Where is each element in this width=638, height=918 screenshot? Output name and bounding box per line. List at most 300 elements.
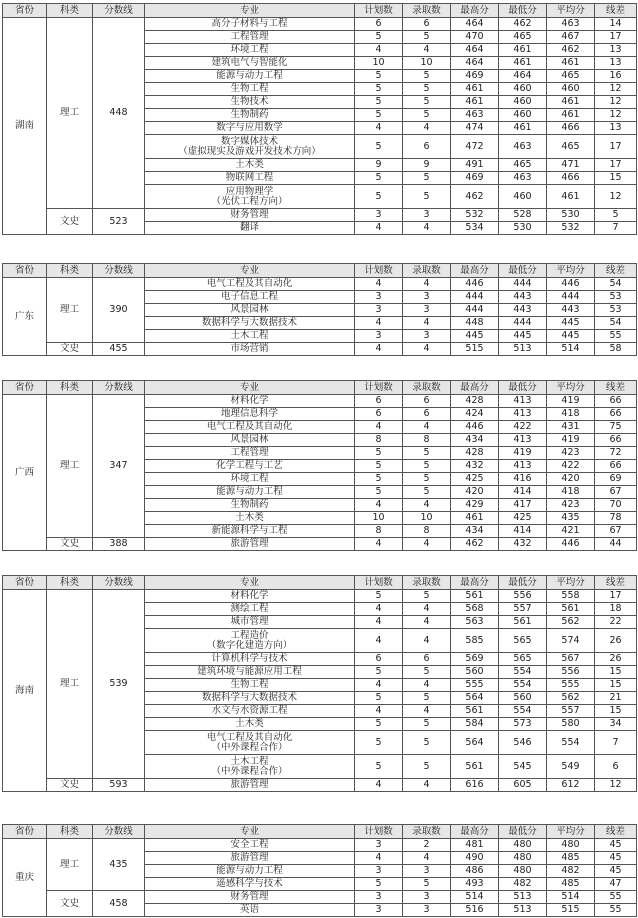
max-score-cell: 461 [451,83,499,96]
avg-score-cell: 418 [547,486,595,499]
column-header: 分数线 [93,4,145,18]
plan-count-cell: 5 [355,185,403,209]
category-cell: 理工 [47,18,93,209]
max-score-cell: 532 [451,209,499,222]
avg-score-cell: 471 [547,159,595,172]
major-cell: 城市管理 [145,616,355,629]
major-cell: 计算机科学与技术 [145,653,355,666]
min-score-cell: 445 [499,330,547,343]
column-header: 最低分 [499,264,547,278]
plan-count-cell: 5 [355,878,403,891]
score-diff-cell: 26 [595,629,637,653]
plan-count-cell: 6 [355,653,403,666]
max-score-cell: 534 [451,222,499,235]
major-cell: 工程管理 [145,447,355,460]
score-diff-cell: 55 [595,891,637,904]
major-cell: 电子信息工程 [145,291,355,304]
cutoff-cell: 539 [93,590,145,779]
province-table [2,824,637,917]
major-cell: 生物技术 [145,96,355,109]
max-score-cell: 474 [451,122,499,135]
column-header: 科类 [47,825,93,839]
avg-score-cell: 421 [547,525,595,538]
admitted-count-cell: 5 [403,666,451,679]
max-score-cell: 444 [451,304,499,317]
min-score-cell: 554 [499,705,547,718]
max-score-cell: 516 [451,904,499,917]
admitted-count-cell: 4 [403,343,451,356]
min-score-cell: 480 [499,852,547,865]
column-header: 科类 [47,264,93,278]
column-header: 线差 [595,4,637,18]
score-diff-cell: 15 [595,705,637,718]
column-header: 最高分 [451,4,499,18]
max-score-cell: 461 [451,512,499,525]
admitted-count-cell: 5 [403,185,451,209]
plan-count-cell: 9 [355,159,403,172]
min-score-cell: 605 [499,779,547,792]
major-cell: 旅游管理 [145,779,355,792]
min-score-cell: 443 [499,304,547,317]
column-header: 省份 [3,825,47,839]
admitted-count-cell: 5 [403,486,451,499]
plan-count-cell: 5 [355,31,403,44]
province-table [2,3,637,235]
province-cell: 广东 [3,278,47,356]
table-row [3,590,637,603]
category-cell: 理工 [47,590,93,779]
admitted-count-cell: 4 [403,317,451,330]
score-diff-cell: 18 [595,603,637,616]
avg-score-cell: 612 [547,779,595,792]
max-score-cell: 420 [451,486,499,499]
score-diff-cell: 15 [595,172,637,185]
avg-score-cell: 554 [547,731,595,755]
category-cell: 理工 [47,278,93,343]
category-cell: 文史 [47,891,93,917]
score-diff-cell: 78 [595,512,637,525]
cutoff-cell: 455 [93,343,145,356]
score-diff-cell: 15 [595,666,637,679]
max-score-cell: 448 [451,317,499,330]
avg-score-cell: 444 [547,291,595,304]
max-score-cell: 555 [451,679,499,692]
major-cell: 风景园林 [145,434,355,447]
avg-score-cell: 549 [547,755,595,779]
max-score-cell: 463 [451,109,499,122]
major-cell: 环境工程 [145,44,355,57]
max-score-cell: 428 [451,395,499,408]
plan-count-cell: 5 [355,731,403,755]
major-cell: 工程造价 （数字化建造方向） [145,629,355,653]
major-cell: 数据科学与大数据技术 [145,317,355,330]
score-diff-cell: 17 [595,31,637,44]
column-header: 分数线 [93,264,145,278]
max-score-cell: 569 [451,653,499,666]
admitted-count-cell: 4 [403,629,451,653]
min-score-cell: 530 [499,222,547,235]
plan-count-cell: 8 [355,434,403,447]
plan-count-cell: 4 [355,679,403,692]
score-diff-cell: 21 [595,692,637,705]
score-diff-cell: 66 [595,434,637,447]
min-score-cell: 414 [499,486,547,499]
avg-score-cell: 461 [547,109,595,122]
score-diff-cell: 67 [595,486,637,499]
avg-score-cell: 419 [547,395,595,408]
score-diff-cell: 67 [595,525,637,538]
plan-count-cell: 6 [355,395,403,408]
plan-count-cell: 4 [355,317,403,330]
avg-score-cell: 431 [547,421,595,434]
plan-count-cell: 5 [355,96,403,109]
column-header: 最高分 [451,576,499,590]
max-score-cell: 486 [451,865,499,878]
column-header: 计划数 [355,576,403,590]
max-score-cell: 461 [451,96,499,109]
column-header: 专业 [145,825,355,839]
max-score-cell: 425 [451,473,499,486]
admitted-count-cell: 5 [403,731,451,755]
plan-count-cell: 4 [355,122,403,135]
admitted-count-cell: 4 [403,852,451,865]
column-header: 最低分 [499,381,547,395]
max-score-cell: 560 [451,666,499,679]
column-header: 最高分 [451,381,499,395]
max-score-cell: 428 [451,447,499,460]
max-score-cell: 515 [451,343,499,356]
admitted-count-cell: 4 [403,499,451,512]
column-header: 平均分 [547,576,595,590]
score-diff-cell: 66 [595,395,637,408]
column-header: 录取数 [403,381,451,395]
max-score-cell: 514 [451,891,499,904]
cutoff-cell: 435 [93,839,145,891]
plan-count-cell: 4 [355,343,403,356]
score-diff-cell: 17 [595,159,637,172]
max-score-cell: 434 [451,434,499,447]
plan-count-cell: 6 [355,408,403,421]
min-score-cell: 528 [499,209,547,222]
column-header: 计划数 [355,381,403,395]
admitted-count-cell: 9 [403,159,451,172]
admitted-count-cell: 4 [403,122,451,135]
min-score-cell: 565 [499,653,547,666]
major-cell: 高分子材料与工程 [145,18,355,31]
score-diff-cell: 53 [595,304,637,317]
avg-score-cell: 461 [547,57,595,70]
score-diff-cell: 34 [595,718,637,731]
score-diff-cell: 45 [595,839,637,852]
score-diff-cell: 12 [595,185,637,209]
table-row [3,278,637,291]
admitted-count-cell: 6 [403,395,451,408]
major-cell: 风景园林 [145,304,355,317]
province-cell: 湖南 [3,18,47,235]
admitted-count-cell: 5 [403,172,451,185]
column-header: 平均分 [547,4,595,18]
score-diff-cell: 54 [595,278,637,291]
avg-score-cell: 465 [547,135,595,159]
score-diff-cell: 6 [595,755,637,779]
plan-count-cell: 4 [355,44,403,57]
max-score-cell: 616 [451,779,499,792]
min-score-cell: 460 [499,109,547,122]
min-score-cell: 554 [499,679,547,692]
score-diff-cell: 13 [595,44,637,57]
column-header: 录取数 [403,4,451,18]
avg-score-cell: 446 [547,278,595,291]
max-score-cell: 469 [451,70,499,83]
avg-score-cell: 423 [547,499,595,512]
category-cell: 文史 [47,343,93,356]
admitted-count-cell: 4 [403,44,451,57]
max-score-cell: 462 [451,185,499,209]
max-score-cell: 446 [451,421,499,434]
major-cell: 数据科学与大数据技术 [145,692,355,705]
min-score-cell: 480 [499,839,547,852]
score-diff-cell: 17 [595,590,637,603]
score-diff-cell: 58 [595,343,637,356]
min-score-cell: 480 [499,865,547,878]
max-score-cell: 434 [451,525,499,538]
min-score-cell: 463 [499,135,547,159]
plan-count-cell: 4 [355,603,403,616]
major-cell: 土木类 [145,159,355,172]
avg-score-cell: 423 [547,447,595,460]
score-diff-cell: 72 [595,447,637,460]
plan-count-cell: 3 [355,291,403,304]
plan-count-cell: 3 [355,904,403,917]
score-diff-cell: 15 [595,679,637,692]
admitted-count-cell: 4 [403,603,451,616]
avg-score-cell: 562 [547,616,595,629]
cutoff-cell: 593 [93,779,145,792]
admitted-count-cell: 5 [403,460,451,473]
max-score-cell: 464 [451,18,499,31]
admitted-count-cell: 3 [403,291,451,304]
admitted-count-cell: 4 [403,779,451,792]
column-header: 线差 [595,825,637,839]
min-score-cell: 461 [499,57,547,70]
admitted-count-cell: 4 [403,538,451,551]
max-score-cell: 464 [451,57,499,70]
major-cell: 数字媒体技术 （虚拟现实及游戏开发技术方向） [145,135,355,159]
avg-score-cell: 466 [547,172,595,185]
major-cell: 生物工程 [145,679,355,692]
score-diff-cell: 16 [595,70,637,83]
major-cell: 环境工程 [145,473,355,486]
major-cell: 化学工程与工艺 [145,460,355,473]
plan-count-cell: 5 [355,70,403,83]
plan-count-cell: 3 [355,209,403,222]
column-header: 分数线 [93,825,145,839]
avg-score-cell: 567 [547,653,595,666]
plan-count-cell: 5 [355,486,403,499]
min-score-cell: 413 [499,434,547,447]
min-score-cell: 443 [499,291,547,304]
province-cell: 广西 [3,395,47,551]
category-cell: 理工 [47,395,93,538]
score-diff-cell: 13 [595,122,637,135]
plan-count-cell: 5 [355,666,403,679]
score-diff-cell: 22 [595,616,637,629]
plan-count-cell: 5 [355,83,403,96]
major-cell: 翻译 [145,222,355,235]
min-score-cell: 460 [499,83,547,96]
major-cell: 市场营销 [145,343,355,356]
admitted-count-cell: 3 [403,330,451,343]
plan-count-cell: 5 [355,590,403,603]
max-score-cell: 561 [451,705,499,718]
category-cell: 理工 [47,839,93,891]
max-score-cell: 470 [451,31,499,44]
column-header: 省份 [3,264,47,278]
admitted-count-cell: 5 [403,109,451,122]
major-cell: 土木类 [145,512,355,525]
max-score-cell: 424 [451,408,499,421]
min-score-cell: 462 [499,18,547,31]
min-score-cell: 513 [499,343,547,356]
min-score-cell: 460 [499,185,547,209]
avg-score-cell: 556 [547,666,595,679]
major-cell: 新能源科学与工程 [145,525,355,538]
min-score-cell: 432 [499,538,547,551]
max-score-cell: 561 [451,590,499,603]
min-score-cell: 513 [499,891,547,904]
avg-score-cell: 555 [547,679,595,692]
column-header: 分数线 [93,576,145,590]
min-score-cell: 414 [499,525,547,538]
max-score-cell: 584 [451,718,499,731]
avg-score-cell: 466 [547,122,595,135]
cutoff-cell: 448 [93,18,145,209]
major-cell: 数字与应用数学 [145,122,355,135]
column-header: 录取数 [403,264,451,278]
column-header: 录取数 [403,576,451,590]
score-diff-cell: 12 [595,83,637,96]
score-diff-cell: 7 [595,222,637,235]
avg-score-cell: 480 [547,839,595,852]
avg-score-cell: 561 [547,603,595,616]
column-header: 最低分 [499,825,547,839]
admitted-count-cell: 6 [403,653,451,666]
province-table [2,575,637,792]
major-cell: 水文与水资源工程 [145,705,355,718]
min-score-cell: 463 [499,172,547,185]
score-diff-cell: 69 [595,473,637,486]
plan-count-cell: 4 [355,538,403,551]
admitted-count-cell: 4 [403,222,451,235]
admitted-count-cell: 5 [403,70,451,83]
plan-count-cell: 4 [355,779,403,792]
cutoff-cell: 347 [93,395,145,538]
score-diff-cell: 66 [595,460,637,473]
admitted-count-cell: 10 [403,57,451,70]
major-cell: 电气工程及其自动化 （中外课程合作） [145,731,355,755]
max-score-cell: 462 [451,538,499,551]
major-cell: 生物制药 [145,109,355,122]
avg-score-cell: 435 [547,512,595,525]
major-cell: 能源与动力工程 [145,70,355,83]
score-diff-cell: 54 [595,317,637,330]
max-score-cell: 561 [451,755,499,779]
score-diff-cell: 75 [595,421,637,434]
major-cell: 土木类 [145,718,355,731]
score-diff-cell: 12 [595,779,637,792]
column-header: 平均分 [547,264,595,278]
plan-count-cell: 5 [355,447,403,460]
min-score-cell: 413 [499,395,547,408]
admitted-count-cell: 5 [403,447,451,460]
admitted-count-cell: 6 [403,135,451,159]
avg-score-cell: 462 [547,44,595,57]
admitted-count-cell: 4 [403,278,451,291]
score-diff-cell: 47 [595,878,637,891]
plan-count-cell: 5 [355,755,403,779]
plan-count-cell: 5 [355,692,403,705]
score-diff-cell: 55 [595,330,637,343]
admitted-count-cell: 3 [403,891,451,904]
admitted-count-cell: 5 [403,718,451,731]
avg-score-cell: 574 [547,629,595,653]
plan-count-cell: 3 [355,330,403,343]
min-score-cell: 465 [499,31,547,44]
table-row [3,891,637,904]
min-score-cell: 513 [499,904,547,917]
score-diff-cell: 7 [595,731,637,755]
plan-count-cell: 10 [355,512,403,525]
max-score-cell: 445 [451,330,499,343]
admitted-count-cell: 10 [403,512,451,525]
category-cell: 文史 [47,538,93,551]
plan-count-cell: 5 [355,460,403,473]
plan-count-cell: 5 [355,718,403,731]
avg-score-cell: 514 [547,343,595,356]
min-score-cell: 573 [499,718,547,731]
admitted-count-cell: 5 [403,31,451,44]
plan-count-cell: 5 [355,109,403,122]
admitted-count-cell: 3 [403,904,451,917]
score-diff-cell: 26 [595,653,637,666]
column-header: 线差 [595,264,637,278]
avg-score-cell: 580 [547,718,595,731]
column-header: 最低分 [499,576,547,590]
column-header: 计划数 [355,264,403,278]
major-cell: 材料化学 [145,590,355,603]
min-score-cell: 465 [499,159,547,172]
avg-score-cell: 558 [547,590,595,603]
column-header: 省份 [3,381,47,395]
major-cell: 财务管理 [145,891,355,904]
category-cell: 文史 [47,209,93,235]
column-header: 分数线 [93,381,145,395]
avg-score-cell: 460 [547,83,595,96]
plan-count-cell: 4 [355,629,403,653]
min-score-cell: 561 [499,616,547,629]
score-diff-cell: 17 [595,135,637,159]
min-score-cell: 413 [499,460,547,473]
plan-count-cell: 3 [355,839,403,852]
min-score-cell: 422 [499,421,547,434]
major-cell: 安全工程 [145,839,355,852]
admitted-count-cell: 3 [403,304,451,317]
column-header: 计划数 [355,4,403,18]
min-score-cell: 554 [499,666,547,679]
table-header-row [3,264,637,278]
avg-score-cell: 515 [547,904,595,917]
plan-count-cell: 3 [355,304,403,317]
